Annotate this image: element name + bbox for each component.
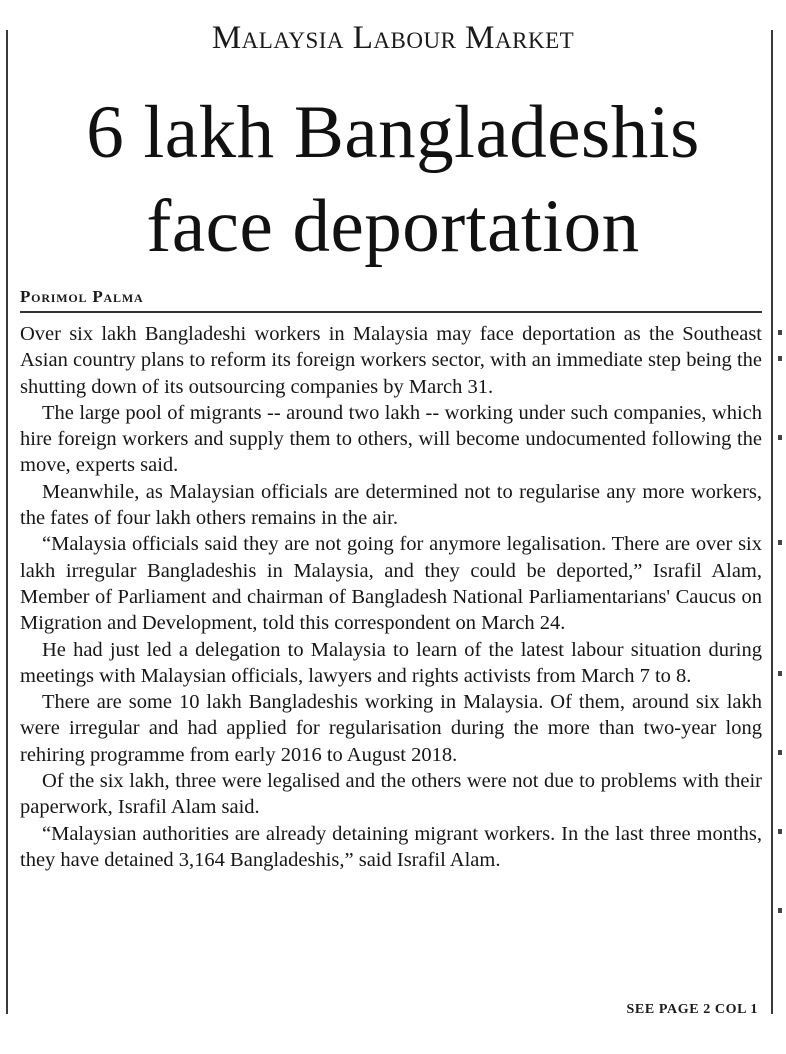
continuation-note: SEE PAGE 2 COL 1 xyxy=(626,1002,758,1017)
section-kicker: Malaysia Labour Market xyxy=(211,20,575,56)
headline-line-1: 6 lakh Bangladeshis xyxy=(86,91,700,174)
byline: Porimol Palma xyxy=(20,287,144,306)
paragraph: There are some 10 lakh Bangladeshis working in Malaysia. Of them, around six lakh were irregular and had applied for regularisation during the more than two-year long rehiring programme from early 2016 to August 2018. xyxy=(20,691,762,766)
byline-divider xyxy=(20,311,762,313)
headline-line-2: face deportation xyxy=(146,185,640,268)
paragraph: He had just led a delegation to Malaysia to learn of the latest labour situation during meetings with Malaysian officials, lawyers and rights activists from March 7 to 8. xyxy=(20,638,762,687)
paragraph: Over six lakh Bangladeshi workers in Malaysia may face deportation as the Southeast Asian country plans to reform its foreign workers sector, with an immediate step being the shutting down of its outsourcing companies by March 31. xyxy=(20,323,762,398)
article-body xyxy=(20,321,762,873)
paragraph: Of the six lakh, three were legalised and the others were not due to problems with their paperwork, Israfil Alam said. xyxy=(20,770,762,819)
paragraph: “Malaysia officials said they are not going for anymore legalisation. There are over six lakh irregular Bangladeshis in Malaysia, and they could be deported,” Israfil Alam, Member of Parliament and chairman of Bangladesh National Parliamentarians' Caucus on Migration and Development, told this correspondent on March 24. xyxy=(20,533,762,635)
headline xyxy=(0,86,786,274)
paragraph: “Malaysian authorities are already detaining migrant workers. In the last three months, they have detained 3,164 Bangladeshis,” said Israfil Alam. xyxy=(20,822,762,871)
paragraph: The large pool of migrants -- around two lakh -- working under such companies, which hire foreign workers and supply them to others, will become undocumented following the move, experts said. xyxy=(20,401,762,477)
paragraph: Meanwhile, as Malaysian officials are determined not to regularise any more workers, the fates of four lakh others remains in the air. xyxy=(20,480,762,530)
